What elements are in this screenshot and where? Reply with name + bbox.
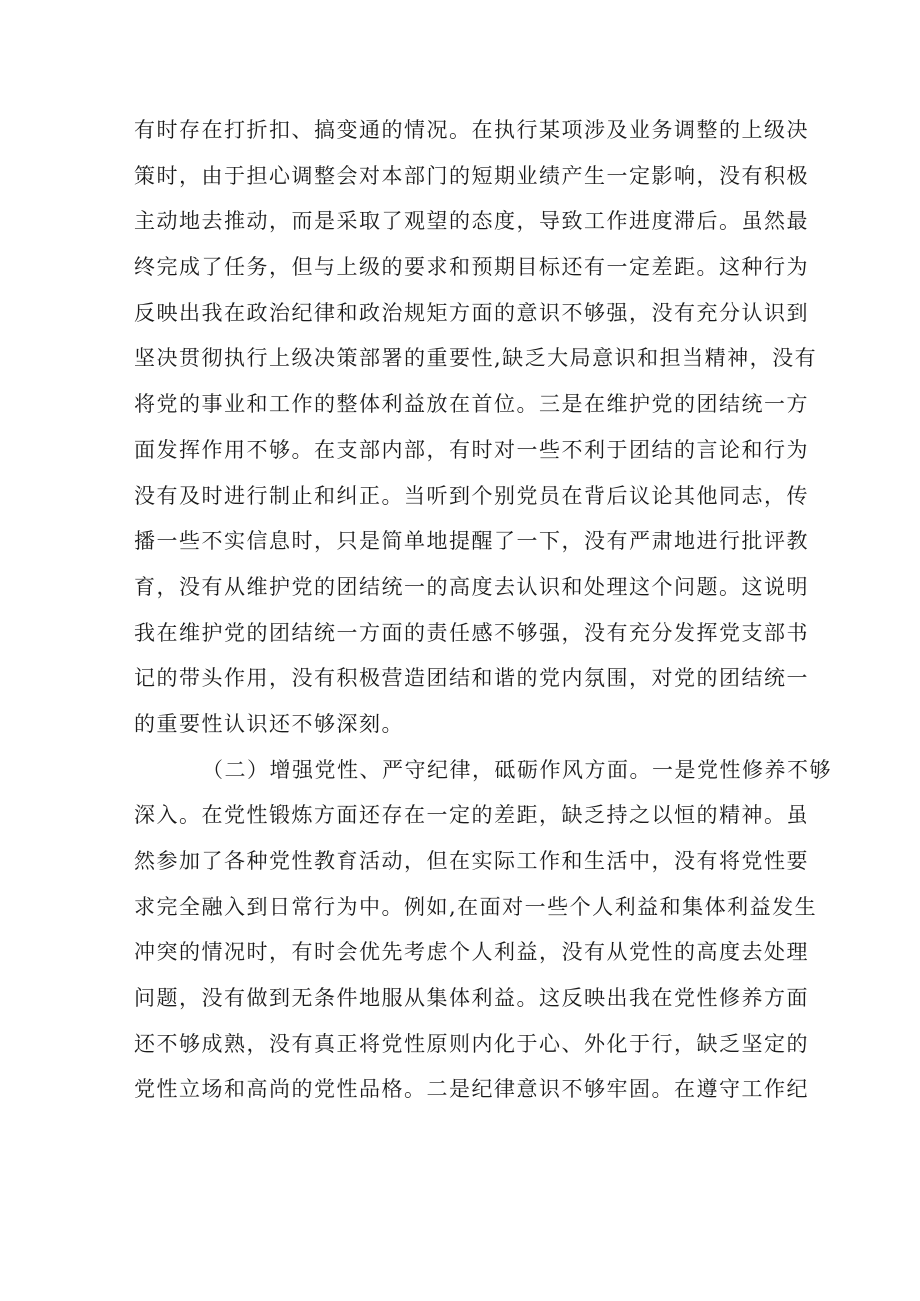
text-line: 播一些不实信息时，只是简单地提醒了一下，没有严肃地进行批评教 [134, 529, 809, 554]
text-line: 主动地去推动，而是采取了观望的态度，导致工作进度滞后。虽然最 [134, 209, 809, 234]
text-line: 将党的事业和工作的整体利益放在首位。三是在维护党的团结统一方 [134, 392, 809, 417]
text-line: 然参加了各种党性教育活动，但在实际工作和生活中，没有将党性要 [134, 849, 809, 873]
text-line: 终完成了任务，但与上级的要求和预期目标还有一定差距。这种行为 [134, 255, 809, 280]
text-line: 冲突的情况时，有时会优先考虑个人利益，没有从党性的高度去处理 [134, 940, 809, 965]
body-text [134, 108, 832, 1113]
text-line: 党性立场和高尚的党性品格。二是纪律意识不够牢固。在遵守工作纪 [134, 1077, 809, 1102]
text-line: 的重要性认识还不够深刻。 [134, 711, 404, 736]
text-line: 记的带头作用，没有积极营造团结和谐的党内氛围，对党的团结统一 [134, 666, 809, 691]
text-line: 有时存在打折扣、搞变通的情况。在执行某项涉及业务调整的上级决 [134, 118, 809, 142]
text-line: 坚决贯彻执行上级决策部署的重要性,缺乏大局意识和担当精神，没有 [134, 346, 818, 371]
text-line: 求完全融入到日常行为中。例如,在面对一些个人利益和集体利益发生 [134, 894, 818, 919]
text-line: 深入。在党性锻炼方面还存在一定的差距，缺乏持之以恒的精神。虽 [134, 803, 809, 828]
text-line: 还不够成熟，没有真正将党性原则内化于心、外化于行，缺乏坚定的 [134, 1031, 809, 1056]
section-heading-line: （二）增强党性、严守纪律，砥砺作风方面。一是党性修养不够 [202, 757, 832, 782]
text-line: 没有及时进行制止和纠正。当听到个别党员在背后议论其他同志，传 [134, 483, 809, 508]
text-line: 问题，没有做到无条件地服从集体利益。这反映出我在党性修养方面 [134, 986, 809, 1011]
paragraph [134, 748, 832, 1114]
text-line: 我在维护党的团结统一方面的责任感不够强，没有充分发挥党支部书 [134, 620, 809, 645]
text-line: 面发挥作用不够。在支部内部，有时对一些不利于团结的言论和行为 [134, 437, 809, 462]
paragraph [134, 108, 818, 748]
text-line: 育，没有从维护党的团结统一的高度去认识和处理这个问题。这说明 [134, 574, 809, 599]
text-line: 策时，由于担心调整会对本部门的短期业绩产生一定影响，没有积极 [134, 163, 809, 188]
text-line: 反映出我在政治纪律和政治规矩方面的意识不够强，没有充分认识到 [134, 300, 809, 325]
